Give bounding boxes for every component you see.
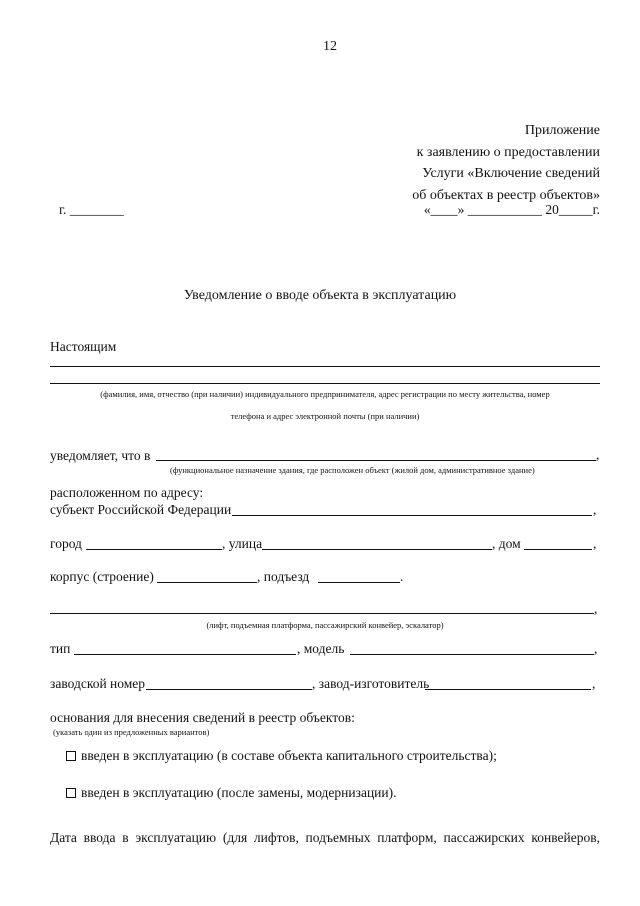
comma: ,	[594, 641, 598, 656]
address-label: расположенном по адресу:	[50, 485, 204, 500]
building-purpose-field[interactable]	[156, 460, 596, 461]
comma: ,	[593, 502, 597, 517]
serial-field[interactable]	[146, 689, 312, 690]
city-label: город	[50, 536, 82, 551]
appendix-line-3: Услуги «Включение сведений	[422, 166, 600, 181]
caption-person-1: (фамилия, имя, отчество (при наличии) индивидуального предпринимателя, адрес регистрации по месту жительства, номер	[100, 389, 550, 399]
appendix-line-2: к заявлению о предоставлении	[416, 144, 600, 160]
serial-label: заводской номер	[50, 676, 146, 691]
comma: ,	[592, 676, 596, 691]
commission-date-label: Дата ввода в эксплуатацию (для лифтов, подъемных платформ, пассажирских конвейеров,	[50, 830, 600, 845]
notify-label: уведомляет, что в	[50, 448, 151, 463]
date-field[interactable]: «____» ___________ 20_____г.	[423, 202, 600, 217]
appendix-line-1: Приложение	[524, 123, 600, 138]
page-number: 12	[323, 39, 337, 54]
option-label: введен в эксплуатацию (после замены, модернизации).	[81, 785, 397, 800]
period: .	[400, 569, 404, 584]
grounds-label: основания для внесения сведений в реестр объектов:	[50, 710, 355, 725]
street-field[interactable]	[262, 549, 492, 550]
city-field[interactable]	[86, 549, 222, 550]
subject-field[interactable]	[232, 515, 592, 516]
model-label: , модель	[297, 641, 345, 656]
caption-building: (функциональное назначение здания, где расположен объект (жилой дом, административное здание)	[170, 465, 535, 475]
type-label: тип	[50, 641, 71, 656]
entrance-field[interactable]	[318, 582, 400, 583]
building-label: корпус (строение)	[50, 569, 154, 584]
comma: ,	[596, 447, 600, 462]
caption-person-2: телефона и адрес электронной почты (при наличии)	[230, 411, 420, 421]
type-field[interactable]	[74, 654, 296, 655]
house-field[interactable]	[524, 549, 592, 550]
option-replacement-modernization[interactable]	[66, 785, 396, 801]
street-label: , улица	[222, 536, 263, 551]
house-label: , дом	[492, 536, 521, 551]
entrance-label: , подъезд	[257, 569, 310, 584]
manufacturer-label: , завод-изготовитель	[312, 676, 430, 691]
appendix-line-4: об объектах в реестр объектов»	[412, 187, 600, 203]
model-field[interactable]	[350, 654, 594, 655]
comma: ,	[593, 536, 597, 551]
checkbox-icon[interactable]	[66, 751, 76, 761]
option-capital-construction[interactable]	[66, 748, 497, 764]
appendix-block	[412, 120, 600, 206]
object-type-field[interactable]	[50, 613, 594, 614]
comma: ,	[594, 601, 598, 616]
caption-object: (лифт, подъемная платформа, пассажирский конвейер, эскалатор)	[206, 620, 444, 630]
applicant-field-line-2[interactable]	[50, 383, 600, 384]
option-label: введен в эксплуатацию (в составе объекта капитального строительства);	[81, 748, 497, 763]
hereby-label: Настоящим	[50, 339, 117, 354]
grounds-hint: (указать один из предложенных вариантов)	[53, 727, 210, 737]
subject-label: субъект Российской Федерации	[50, 502, 232, 517]
building-field[interactable]	[157, 582, 257, 583]
document-title: Уведомление о вводе объекта в эксплуатацию	[183, 288, 457, 303]
applicant-field-line-1[interactable]	[50, 366, 600, 367]
checkbox-icon[interactable]	[66, 788, 76, 798]
place-field[interactable]: г. ________	[59, 202, 124, 217]
manufacturer-field[interactable]	[425, 689, 591, 690]
